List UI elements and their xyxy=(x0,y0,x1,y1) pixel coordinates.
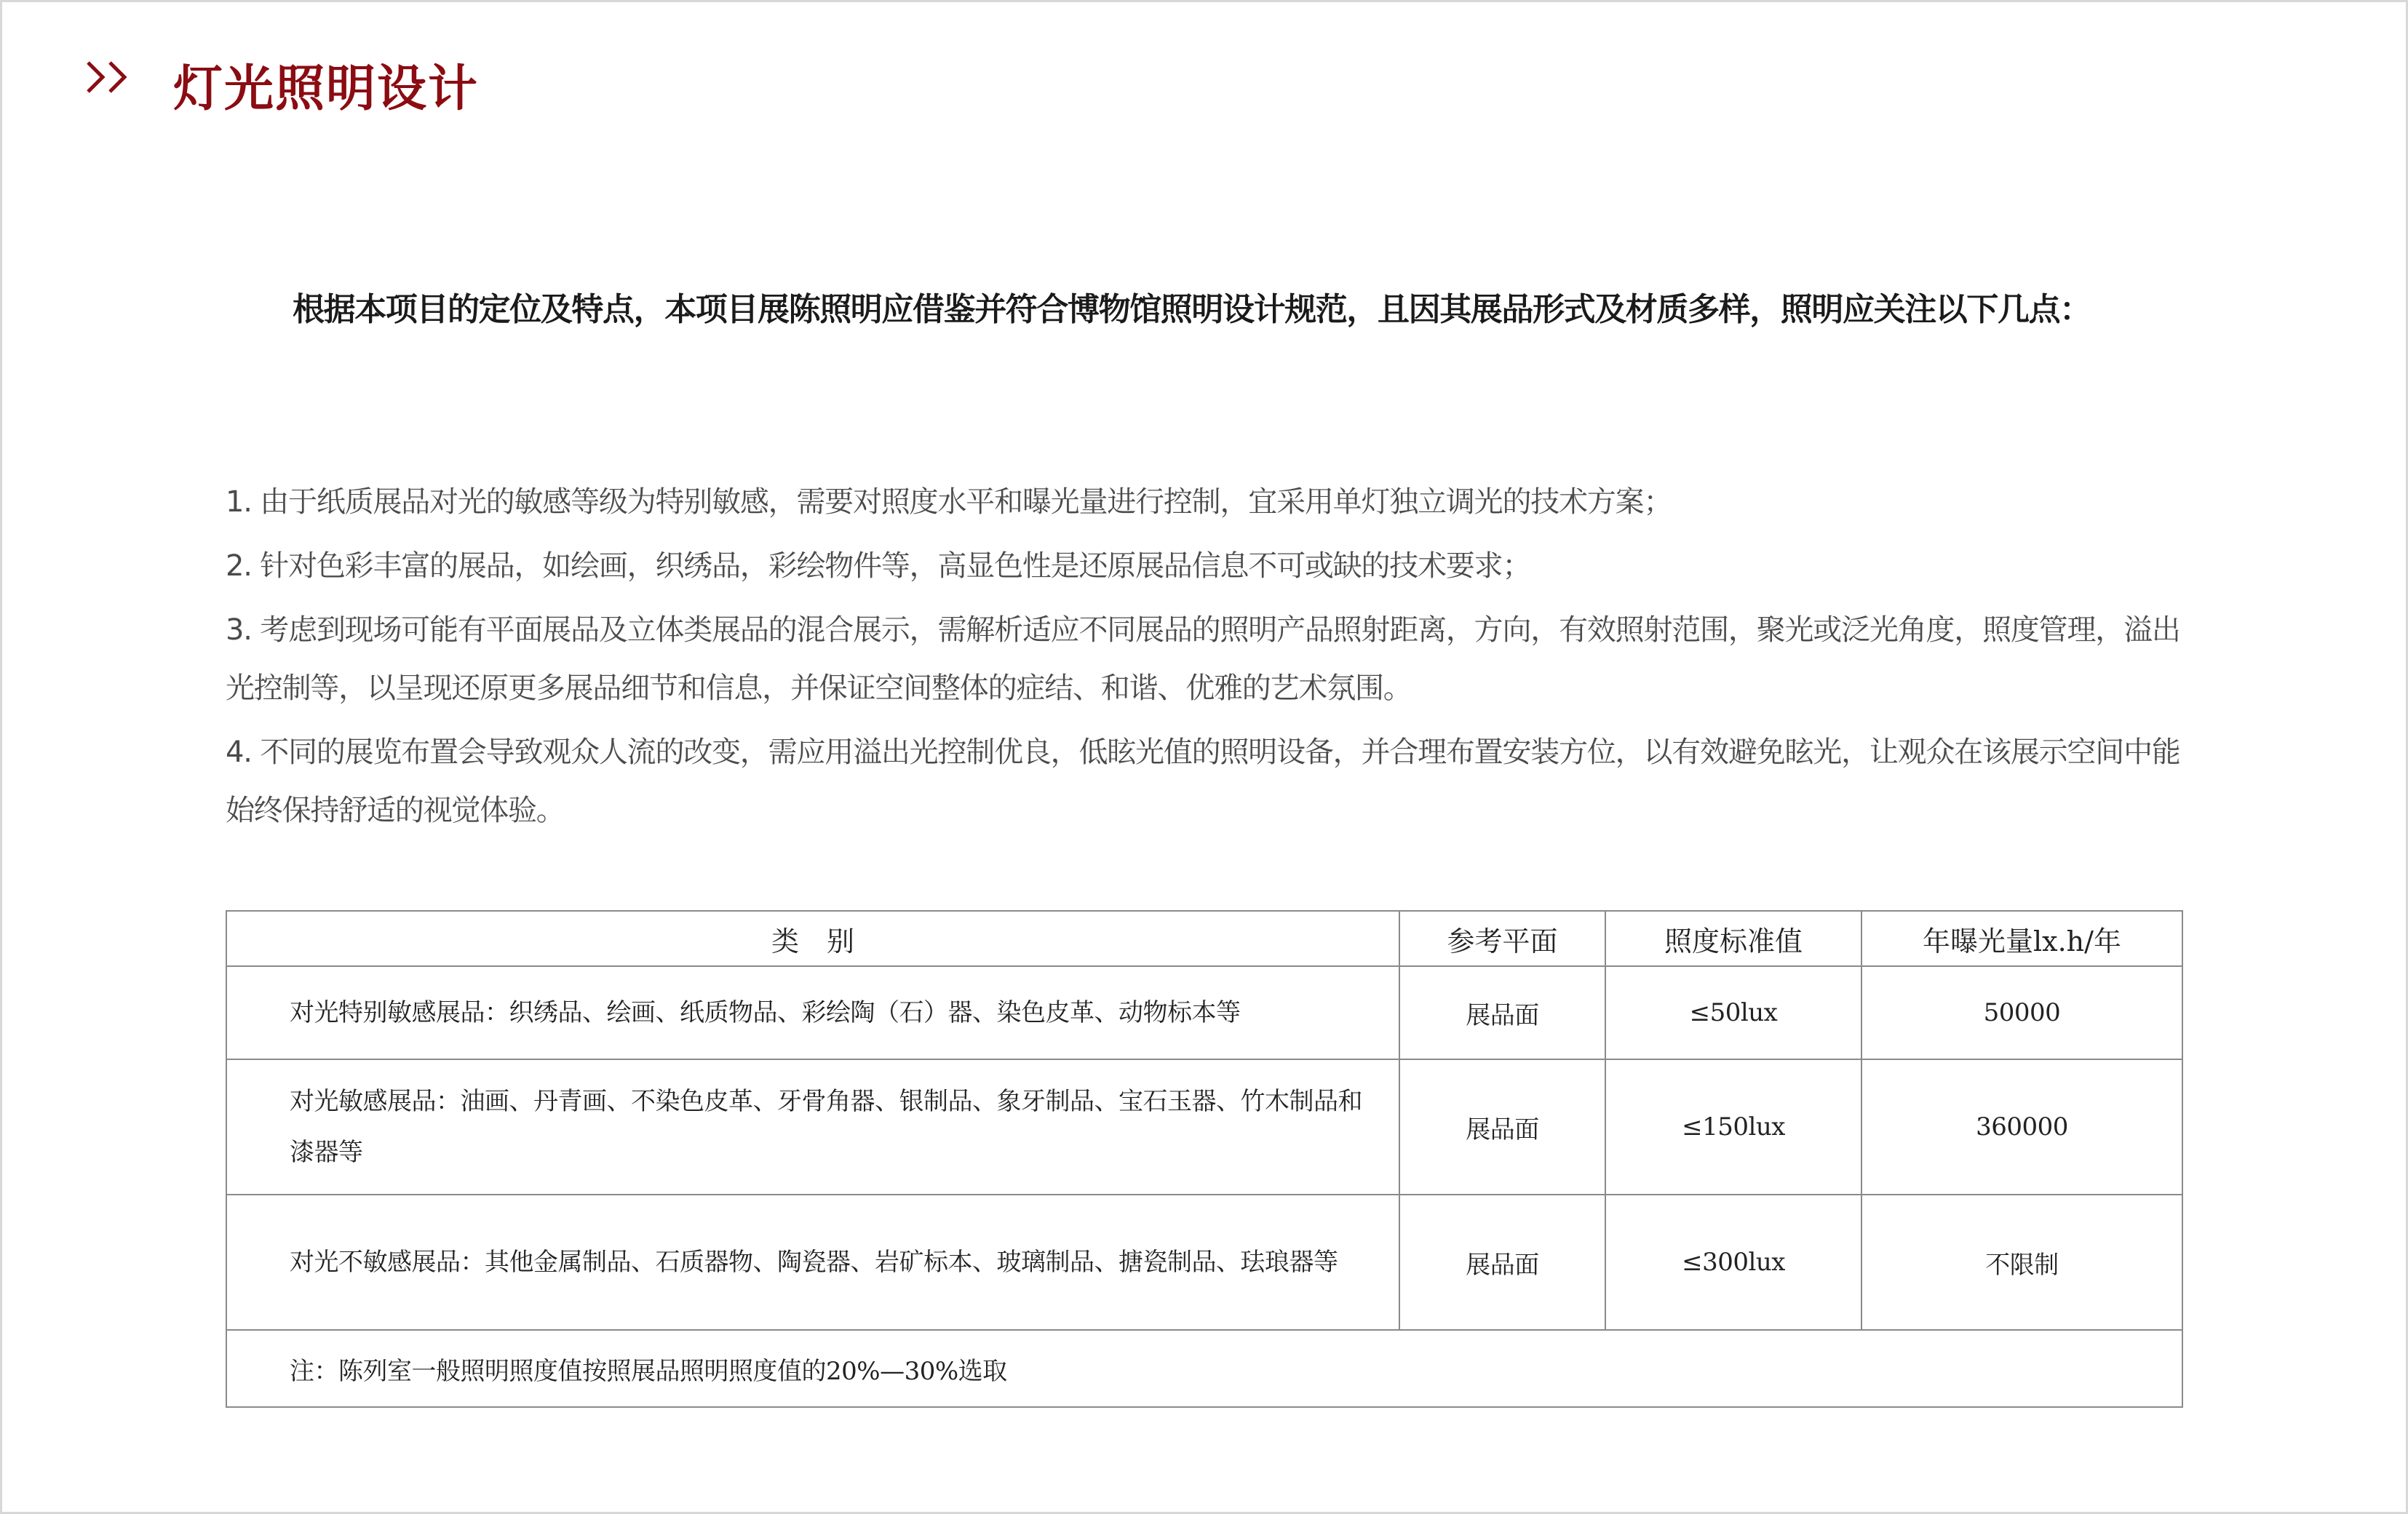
lighting-standard-table xyxy=(226,910,2183,1408)
col-header-illuminance: 照度标准值 xyxy=(1605,911,1861,966)
table-row xyxy=(226,966,2182,1059)
table-note: 注：陈列室一般照明照度值按照展品照明照度值的20%—30%选取 xyxy=(226,1330,2182,1407)
page-title: 灯光照明设计 xyxy=(173,60,480,118)
table-note-row xyxy=(226,1330,2182,1407)
cell-category: 对光特别敏感展品：织绣品、绘画、纸质物品、彩绘陶（石）器、染色皮革、动物标本等 xyxy=(226,966,1399,1059)
table-row xyxy=(226,1195,2182,1330)
cell-plane: 展品面 xyxy=(1399,1195,1605,1330)
cell-illuminance: ≤150lux xyxy=(1605,1059,1861,1195)
cell-illuminance: ≤300lux xyxy=(1605,1195,1861,1330)
col-header-plane: 参考平面 xyxy=(1399,911,1605,966)
cell-plane: 展品面 xyxy=(1399,966,1605,1059)
cell-category: 对光不敏感展品：其他金属制品、石质器物、陶瓷器、岩矿标本、玻璃制品、搪瓷制品、珐琅器等 xyxy=(226,1195,1399,1330)
cell-exposure: 360000 xyxy=(1861,1059,2182,1195)
point-item: 4. 不同的展览布置会导致观众人流的改变，需应用溢出光控制优良，低眩光值的照明设备，并合理布置安装方位，以有效避免眩光，让观众在该展示空间中能始终保持舒适的视觉体验。 xyxy=(226,736,2180,827)
double-chevron-right-icon xyxy=(84,55,135,99)
point-item: 2. 针对色彩丰富的展品，如绘画，织绣品，彩绘物件等，高显色性是还原展品信息不可或缺的技术要求； xyxy=(226,549,1531,583)
col-header-exposure: 年曝光量lx.h/年 xyxy=(1861,911,2182,966)
key-points-list xyxy=(226,473,2183,845)
intro-paragraph: 根据本项目的定位及特点，本项目展陈照明应借鉴并符合博物馆照明设计规范，且因其展品形式及材质多样，照明应关注以下几点： xyxy=(293,291,2091,328)
cell-category: 对光敏感展品：油画、丹青画、不染色皮革、牙骨角器、银制品、象牙制品、宝石玉器、竹木制品和漆器等 xyxy=(226,1059,1399,1195)
table-row xyxy=(226,1059,2182,1195)
cell-illuminance: ≤50lux xyxy=(1605,966,1861,1059)
cell-plane: 展品面 xyxy=(1399,1059,1605,1195)
point-item: 3. 考虑到现场可能有平面展品及立体类展品的混合展示，需解析适应不同展品的照明产品照射距离，方向，有效照射范围，聚光或泛光角度，照度管理，溢出光控制等，以呈现还原更多展品细节和信息，并保证空间整体的症结、和谐、优雅的艺术氛围。 xyxy=(226,613,2180,705)
col-header-category: 类 别 xyxy=(226,911,1399,966)
cell-exposure: 不限制 xyxy=(1861,1195,2182,1330)
cell-exposure: 50000 xyxy=(1861,966,2182,1059)
point-item: 1. 由于纸质展品对光的敏感等级为特别敏感，需要对照度水平和曝光量进行控制，宜采用单灯独立调光的技术方案； xyxy=(226,485,1672,519)
table-header-row xyxy=(226,911,2182,966)
